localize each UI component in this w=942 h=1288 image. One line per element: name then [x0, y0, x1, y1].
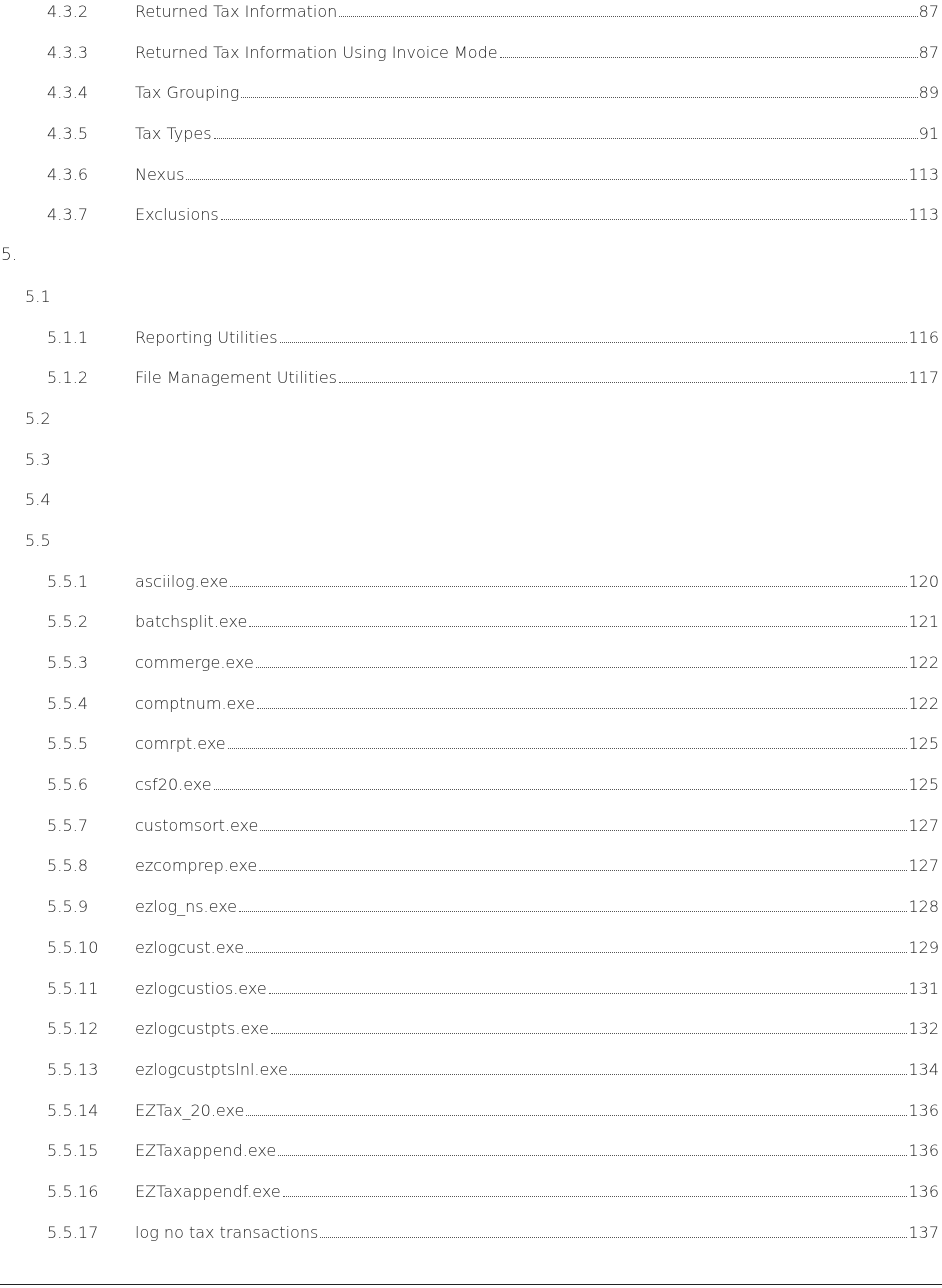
toc-entry-line — [135, 163, 939, 186]
toc-heading — [0, 488, 942, 529]
toc-title-link[interactable]: log no tax transactions — [135, 1222, 319, 1242]
toc-heading — [0, 529, 942, 570]
toc-page-number[interactable]: 125 — [908, 734, 939, 754]
toc-entry[interactable] — [0, 41, 942, 82]
toc-entry-line — [135, 651, 939, 674]
toc-number: 5.5.8 — [47, 856, 89, 876]
toc-number: 5.5.9 — [47, 897, 89, 917]
toc-page-number[interactable]: 122 — [908, 693, 939, 713]
dot-leader — [246, 952, 907, 953]
toc-number: 5.5.4 — [47, 693, 89, 713]
toc-entry-line — [135, 1139, 939, 1162]
toc-page-number[interactable]: 131 — [908, 978, 939, 998]
toc-entry-line — [135, 895, 939, 918]
toc-page-number[interactable]: 87 — [918, 2, 939, 21]
toc-number: 4.3.3 — [47, 42, 89, 62]
toc-title-link[interactable]: ezlogcust.exe — [135, 937, 245, 957]
toc-number: 4.3.7 — [47, 205, 89, 225]
toc-entry-line — [135, 1099, 939, 1122]
toc-entry-line — [135, 203, 939, 226]
toc-page-number[interactable]: 91 — [918, 124, 939, 144]
toc-title-link[interactable]: batchsplit.exe — [135, 612, 248, 632]
toc-title-link[interactable]: Tax Types — [135, 124, 212, 144]
dot-leader — [214, 138, 918, 139]
toc-page-number[interactable]: 134 — [908, 1059, 939, 1079]
toc-entry[interactable] — [0, 732, 942, 773]
toc-entry[interactable] — [0, 81, 942, 122]
toc-page-number[interactable]: 129 — [908, 937, 939, 957]
toc-page-number[interactable]: 128 — [908, 897, 939, 917]
toc-entry-line — [135, 0, 939, 23]
toc-title-link[interactable]: ezcomprep.exe — [135, 856, 258, 876]
toc-entry-line — [135, 326, 939, 349]
toc-title-link[interactable]: EZTax_20.exe — [135, 1100, 245, 1120]
toc-number: 5.5.17 — [47, 1222, 99, 1242]
dot-leader — [259, 870, 907, 871]
dot-leader — [339, 382, 907, 383]
dot-leader — [214, 789, 908, 790]
toc-page-number[interactable]: 136 — [908, 1181, 939, 1201]
toc-page-number[interactable]: 113 — [908, 164, 939, 184]
toc-entry[interactable] — [0, 1099, 942, 1140]
toc-number: 4.3.4 — [47, 83, 89, 103]
toc-title-link[interactable]: csf20.exe — [135, 775, 212, 795]
toc-page-number[interactable]: 113 — [908, 205, 939, 225]
dot-leader — [260, 830, 907, 831]
toc-entry-line — [135, 977, 939, 1000]
toc-entry-line — [135, 936, 939, 959]
toc-title-link[interactable]: File Management Utilities — [135, 368, 338, 388]
toc-title-link[interactable]: ezlogcustios.exe — [135, 978, 267, 998]
toc-entry[interactable] — [0, 773, 942, 814]
toc-entry[interactable] — [0, 1221, 942, 1262]
toc-entry[interactable] — [0, 936, 942, 977]
dot-leader — [320, 1237, 907, 1238]
dot-leader — [290, 1074, 908, 1075]
toc-entry[interactable] — [0, 366, 942, 407]
toc-number: 5.1.2 — [47, 368, 89, 388]
toc-page-number[interactable]: 116 — [908, 327, 939, 347]
dot-leader — [339, 16, 917, 17]
dot-leader — [278, 1155, 907, 1156]
toc-title-link[interactable]: Nexus — [135, 164, 185, 184]
toc-title-link[interactable]: customsort.exe — [135, 815, 259, 835]
toc-heading — [0, 244, 942, 285]
toc-title-link[interactable]: comrpt.exe — [135, 734, 226, 754]
toc-number: 4.3.6 — [47, 164, 89, 184]
toc-entry[interactable] — [0, 1139, 942, 1180]
toc-entry[interactable] — [0, 977, 942, 1018]
toc-title-link[interactable]: ezlogcustptslnl.exe — [135, 1059, 288, 1079]
toc-page-number[interactable]: 117 — [908, 368, 939, 388]
toc-entry-line — [135, 570, 939, 593]
toc-number: 4.3.2 — [47, 2, 89, 21]
toc-entry[interactable] — [0, 692, 942, 733]
dot-leader — [249, 626, 907, 627]
toc-heading — [0, 448, 942, 489]
toc-entry-line — [135, 1017, 939, 1040]
toc-entry[interactable] — [0, 326, 942, 367]
toc-entry-line — [135, 1180, 939, 1203]
toc-page-number[interactable]: 121 — [908, 612, 939, 632]
toc-page-number[interactable]: 127 — [908, 815, 939, 835]
toc-entry[interactable] — [0, 895, 942, 936]
toc-number: 4.3.5 — [47, 124, 89, 144]
dot-leader — [257, 708, 908, 709]
dot-leader — [230, 586, 907, 587]
toc-entry[interactable] — [0, 814, 942, 855]
toc-title-link[interactable]: Tax Grouping — [135, 83, 240, 103]
toc-number: 5.1 — [25, 286, 51, 306]
toc-title-link[interactable]: ezlogcustpts.exe — [135, 1019, 269, 1039]
toc-entry[interactable] — [0, 122, 942, 163]
toc-number: 5.5.10 — [47, 937, 99, 957]
toc-number: 5.5.14 — [47, 1100, 99, 1120]
toc-title-link[interactable]: asciilog.exe — [135, 571, 229, 591]
toc-number: 5. — [1, 245, 18, 266]
dot-leader — [186, 179, 907, 180]
toc-title-link[interactable]: Reporting Utilities — [135, 327, 278, 347]
toc-number: 5.5.3 — [47, 653, 89, 672]
toc-number: 5.1.1 — [47, 327, 89, 347]
toc-heading — [0, 285, 942, 326]
toc-title-link[interactable]: Exclusions — [135, 205, 219, 225]
toc-entry-line — [135, 366, 939, 389]
toc-entry[interactable] — [0, 610, 942, 651]
toc-page-number[interactable]: 137 — [908, 1222, 939, 1242]
toc-entry[interactable] — [0, 203, 942, 244]
toc-heading — [0, 407, 942, 448]
toc-number: 5.5.2 — [47, 612, 89, 632]
toc-entry[interactable] — [0, 570, 942, 611]
toc-number: 5.5.6 — [47, 775, 89, 795]
toc-entry-line — [135, 692, 939, 715]
dot-leader — [221, 219, 908, 220]
dot-leader — [269, 993, 908, 994]
toc-entry-line — [135, 1221, 939, 1244]
toc-title-link[interactable]: Returned Tax Information — [135, 2, 338, 21]
dot-leader — [283, 1196, 908, 1197]
toc-number: 5.5.11 — [47, 978, 99, 998]
toc-number: 5.5.7 — [47, 815, 89, 835]
toc-entry[interactable] — [0, 854, 942, 895]
toc-number: 5.5.1 — [47, 571, 89, 591]
toc-title-link[interactable]: ezlog_ns.exe — [135, 897, 238, 917]
toc-page-number[interactable]: 136 — [908, 1100, 939, 1120]
toc-page-number[interactable]: 120 — [908, 571, 939, 591]
toc-number: 5.3 — [25, 449, 51, 469]
toc-number: 5.4 — [25, 490, 51, 510]
toc-entry[interactable] — [0, 1058, 942, 1099]
toc-entry-line — [135, 610, 939, 633]
toc-entry-line — [135, 41, 939, 64]
dot-leader — [246, 1115, 907, 1116]
dot-leader — [256, 667, 908, 668]
toc-page-number[interactable]: 87 — [918, 42, 939, 62]
toc-number: 5.5.13 — [47, 1059, 99, 1079]
toc-page-number[interactable]: 127 — [908, 856, 939, 876]
toc-entry[interactable] — [0, 1017, 942, 1058]
toc-page-number[interactable]: 125 — [908, 775, 939, 795]
dot-leader — [239, 911, 907, 912]
toc-entry-line — [135, 81, 939, 104]
toc-page-number[interactable]: 132 — [908, 1019, 939, 1039]
toc-number: 5.2 — [25, 408, 51, 428]
toc-page-number[interactable]: 89 — [918, 83, 939, 103]
toc-title-link[interactable]: Returned Tax Information Using Invoice Mode — [135, 42, 498, 62]
toc-title-link[interactable]: commerge.exe — [135, 653, 254, 672]
toc-title-link[interactable]: EZTaxappendf.exe — [135, 1181, 281, 1201]
toc-number: 5.5.15 — [47, 1141, 99, 1161]
toc-number: 5.5.12 — [47, 1019, 99, 1039]
toc-entry-line — [135, 1058, 939, 1081]
toc-entry-line — [135, 854, 939, 877]
toc-entry-line — [135, 814, 939, 837]
toc-entry-line — [135, 732, 939, 755]
toc-title-link[interactable]: EZTaxappend.exe — [135, 1141, 277, 1161]
toc-number: 5.5.16 — [47, 1181, 99, 1201]
dot-leader — [241, 97, 917, 98]
toc-entry-line — [135, 773, 939, 796]
toc-title-link[interactable]: comptnum.exe — [135, 693, 255, 713]
toc-entry-line — [135, 122, 939, 145]
toc-entry[interactable] — [0, 0, 942, 41]
toc-entry[interactable] — [0, 1180, 942, 1221]
toc-entry[interactable] — [0, 163, 942, 204]
toc-page-number[interactable]: 122 — [908, 653, 939, 672]
toc-number: 5.5 — [25, 530, 51, 550]
dot-leader — [280, 342, 908, 343]
toc-page-number[interactable]: 136 — [908, 1141, 939, 1161]
dot-leader — [228, 748, 908, 749]
dot-leader — [271, 1033, 908, 1034]
toc-entry[interactable] — [0, 651, 942, 692]
toc-number: 5.5.5 — [47, 734, 89, 754]
dot-leader — [500, 57, 918, 58]
page-bottom-rule — [0, 1284, 942, 1285]
